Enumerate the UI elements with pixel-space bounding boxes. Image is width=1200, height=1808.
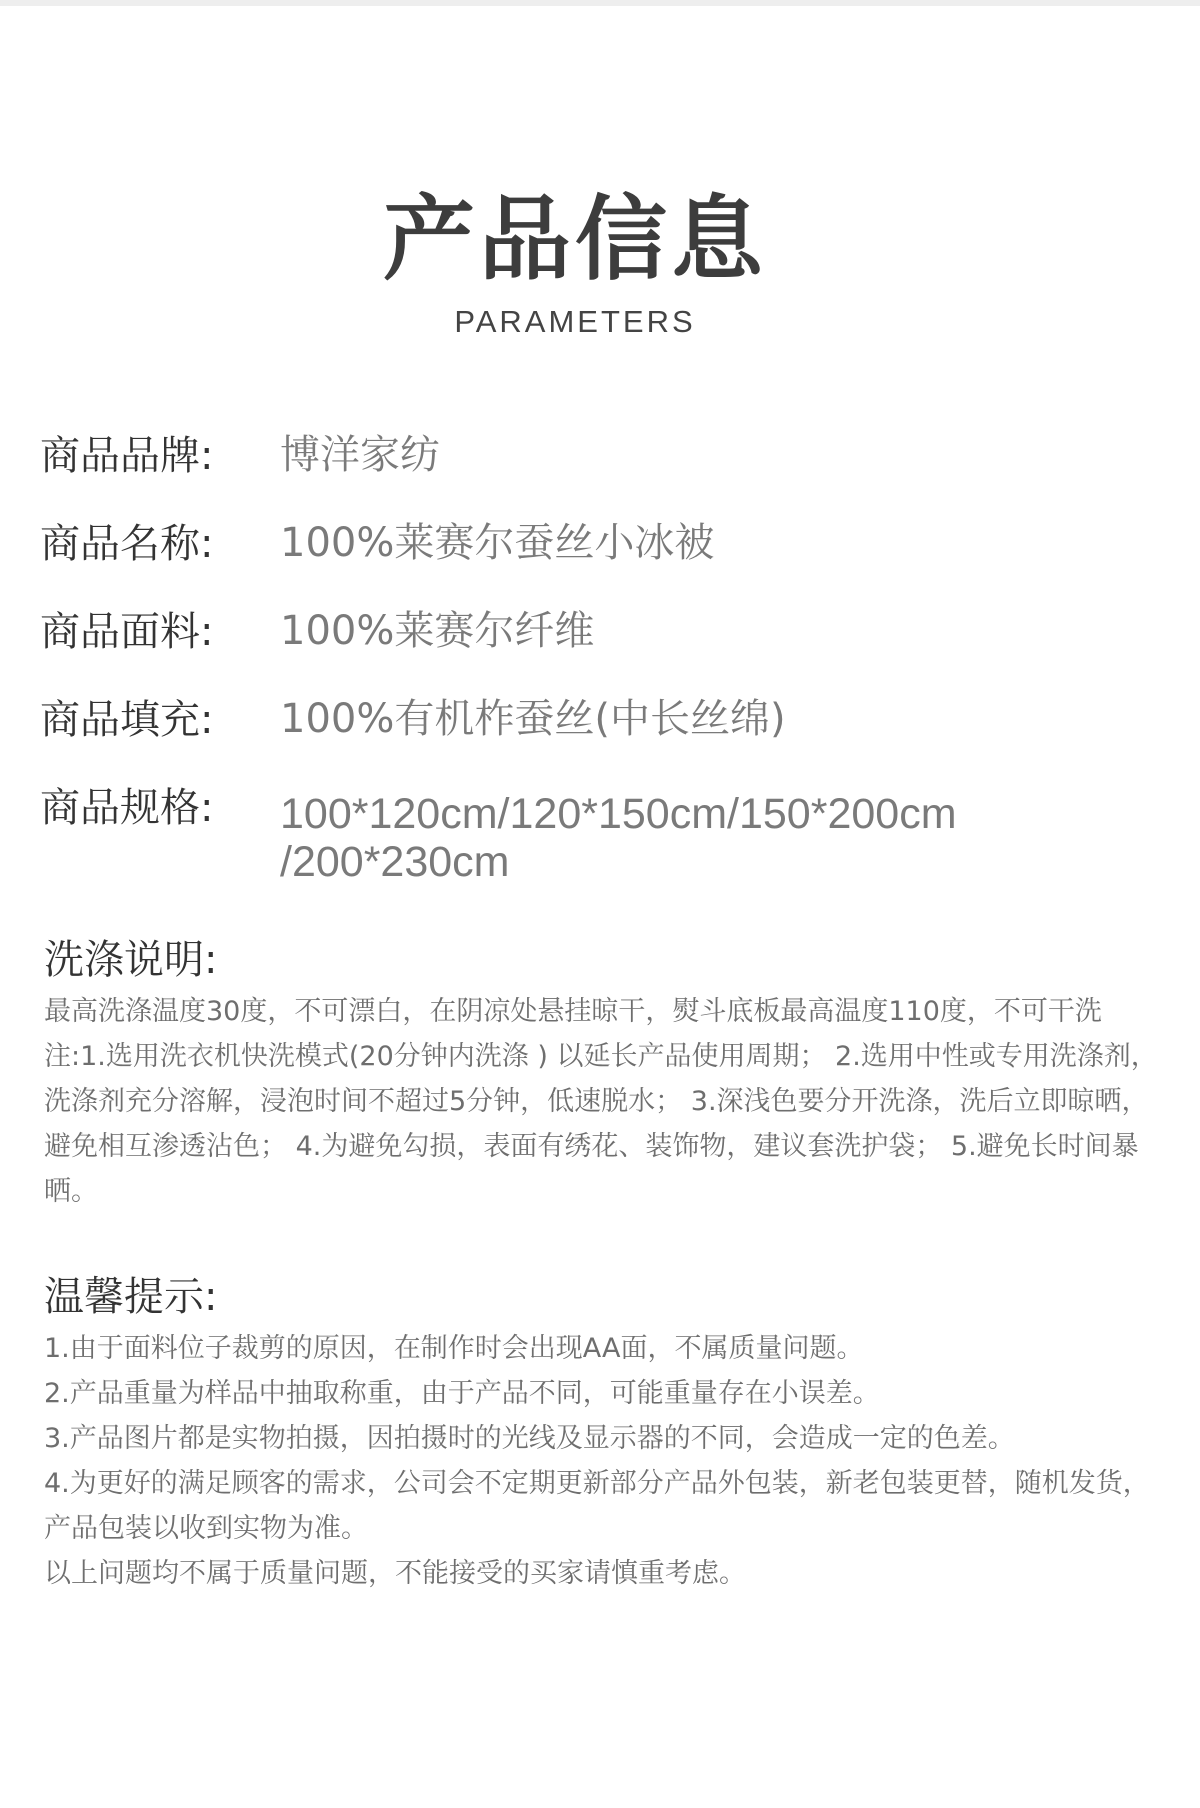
tips-line: 4.为更好的满足顾客的需求，公司会不定期更新部分产品外包装，新老包装更替，随机发货，产品包装以收到实物为准。 [44, 1468, 1150, 1544]
param-label: 商品填充: [40, 697, 214, 743]
tips-line: 1.由于面料位子裁剪的原因，在制作时会出现AA面，不属质量问题。 [44, 1333, 864, 1364]
page-title: 产品信息 [382, 186, 767, 293]
tips-heading: 温馨提示: [44, 1274, 218, 1320]
param-label: 商品品牌: [40, 433, 214, 479]
washing-instructions [44, 935, 1164, 1214]
param-value: 100%莱赛尔纤维 [280, 608, 595, 654]
param-row-size [40, 782, 1160, 886]
washing-heading: 洗涤说明: [44, 937, 218, 983]
param-value: 100%莱赛尔蚕丝小冰被 [280, 520, 715, 566]
param-label: 商品名称: [40, 521, 214, 567]
tips-line: 2.产品重量为样品中抽取称重，由于产品不同，可能重量存在小误差。 [44, 1378, 880, 1409]
param-label: 商品面料: [40, 609, 214, 655]
page-subtitle: PARAMETERS [454, 304, 696, 339]
top-divider-strip [0, 0, 1200, 6]
param-value: 100%有机柞蚕丝(中长丝绵) [280, 696, 786, 742]
tips-line: 以上问题均不属于质量问题，不能接受的买家请慎重考虑。 [44, 1558, 746, 1589]
param-label: 商品规格: [40, 785, 214, 831]
washing-text: 最高洗涤温度30度，不可漂白，在阴凉处悬挂晾干，熨斗底板最高温度110度，不可干洗 注:1.选用洗衣机快洗模式(20分钟内洗涤 ) 以延长产品使用周期； 2.选用中性或专用洗涤剂，洗涤剂充分溶解，浸泡时间不超过5分钟，低速脱水； 3.深浅色要分开洗涤，洗后立即晾晒，避免相互渗透沾色； 4.为避免勾损，表面有绣花、装饰物，建议套洗护袋； 5.避免长时间暴晒。 [44, 996, 1158, 1207]
param-row-fabric [40, 606, 1160, 658]
param-row-filling [40, 694, 1160, 746]
size-line-1: 100*120cm/120*150cm/150*200cm [280, 790, 957, 838]
param-row-brand [40, 430, 1160, 482]
param-value-size [280, 782, 1160, 886]
param-value: 博洋家纺 [280, 432, 440, 478]
product-parameters [40, 430, 1160, 922]
param-row-name [40, 518, 1160, 570]
size-line-2: /200*230cm [280, 838, 510, 886]
tips-line: 3.产品图片都是实物拍摄，因拍摄时的光线及显示器的不同，会造成一定的色差。 [44, 1423, 1015, 1454]
warm-tips [44, 1272, 1164, 1596]
